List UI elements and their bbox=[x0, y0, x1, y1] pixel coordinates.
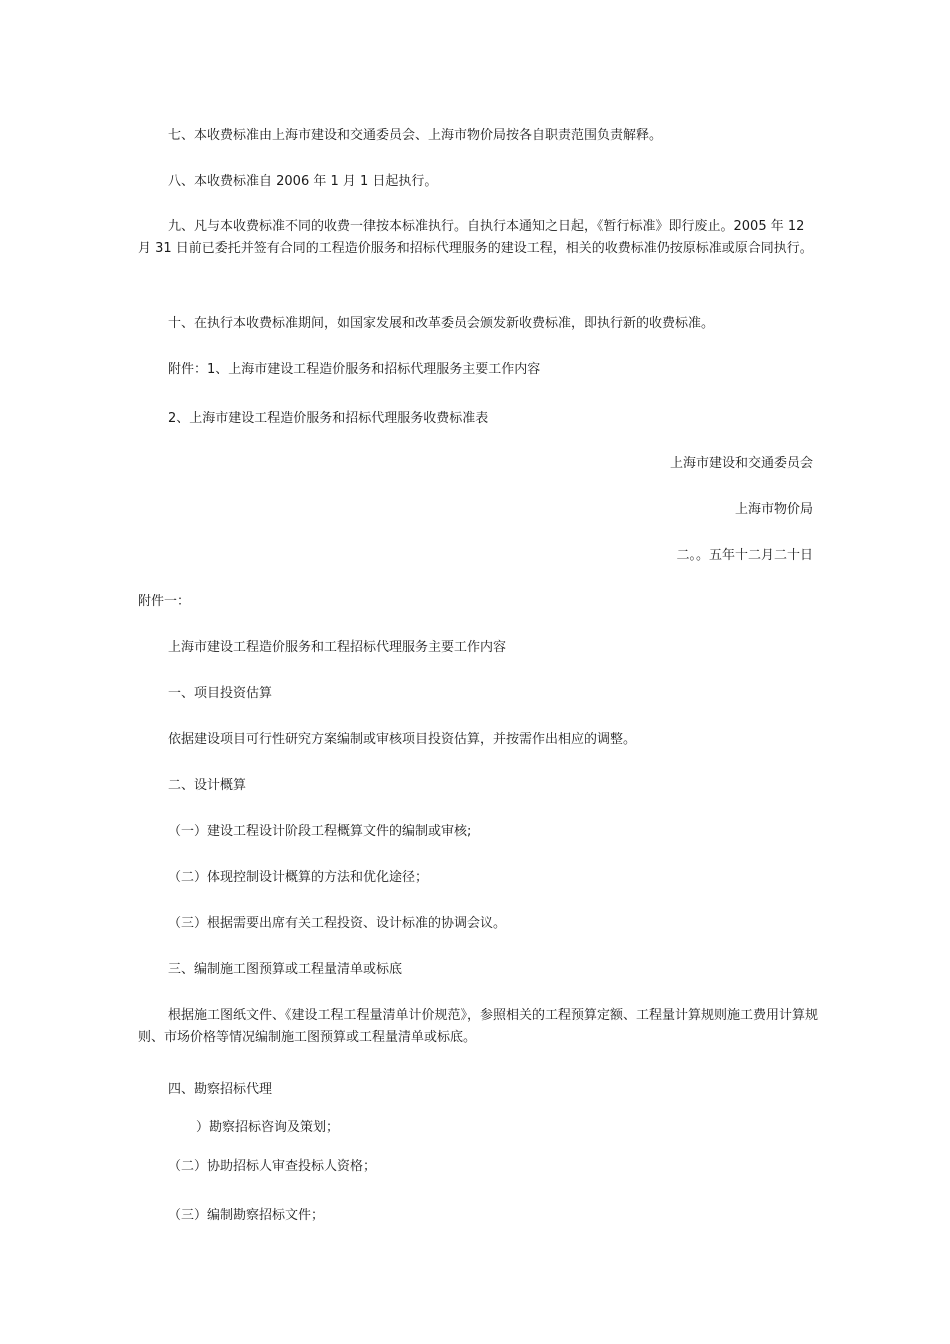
section-4-item-2: （二）协助招标人审查投标人资格； bbox=[168, 1159, 377, 1174]
section-2-item-1: （一）建设工程设计阶段工程概算文件的编制或审核; bbox=[168, 824, 472, 839]
section-3-body-text: 根据施工图纸文件、《建设工程工程量清单计价规范》，参照相关的工程预算定额、工程量计算规则施工费用计算规则、市场价格等情况编制施工图预算或工程量清单或标底。 bbox=[138, 1008, 819, 1045]
section-2-item-3: （三）根据需要出席有关工程投资、设计标准的协调会议。 bbox=[168, 916, 507, 931]
section-4-title: 四、勘察招标代理 bbox=[168, 1082, 273, 1097]
section-2-title: 二、设计概算 bbox=[168, 778, 247, 793]
section-3-body bbox=[138, 1005, 818, 1049]
clause-9-text: 九、凡与本收费标准不同的收费一律按本标准执行。自执行本通知之日起，《暂行标准》即行废止。2005 年 12 月 31 日前已委托并签有合同的工程造价服务和招标代理服务的建设工程，相关的收费标准仍按原标准或原合同执行。 bbox=[138, 219, 813, 256]
section-1-title: 一、项目投资估算 bbox=[168, 686, 273, 701]
section-3-title: 三、编制施工图预算或工程量清单或标底 bbox=[168, 962, 403, 977]
issuer-price-bureau: 上海市物价局 bbox=[734, 502, 813, 517]
appendix-title: 上海市建设工程造价服务和工程招标代理服务主要工作内容 bbox=[168, 640, 507, 655]
issuer-commission: 上海市建设和交通委员会 bbox=[669, 456, 813, 471]
clause-10: 十、在执行本收费标准期间，如国家发展和改革委员会颁发新收费标准，即执行新的收费标准。 bbox=[168, 316, 715, 331]
clause-9 bbox=[138, 216, 818, 260]
appendix-label: 附件一： bbox=[138, 594, 191, 609]
section-4-item-3: （三）编制勘察招标文件； bbox=[168, 1208, 325, 1223]
section-1-body: 依据建设项目可行性研究方案编制或审核项目投资估算，并按需作出相应的调整。 bbox=[168, 732, 637, 747]
issue-date: 二。。五年十二月二十日 bbox=[676, 548, 813, 563]
section-2-item-2: （二）体现控制设计概算的方法和优化途径； bbox=[168, 870, 429, 885]
clause-8: 八、本收费标准自 2006 年 1 月 1 日起执行。 bbox=[168, 174, 438, 189]
attachment-1: 附件：1、上海市建设工程造价服务和招标代理服务主要工作内容 bbox=[168, 362, 541, 377]
section-4-item-1: ）勘察招标咨询及策划； bbox=[196, 1120, 340, 1135]
attachment-2: 2、上海市建设工程造价服务和招标代理服务收费标准表 bbox=[168, 411, 489, 426]
clause-7: 七、本收费标准由上海市建设和交通委员会、上海市物价局按各自职责范围负责解释。 bbox=[168, 128, 663, 143]
